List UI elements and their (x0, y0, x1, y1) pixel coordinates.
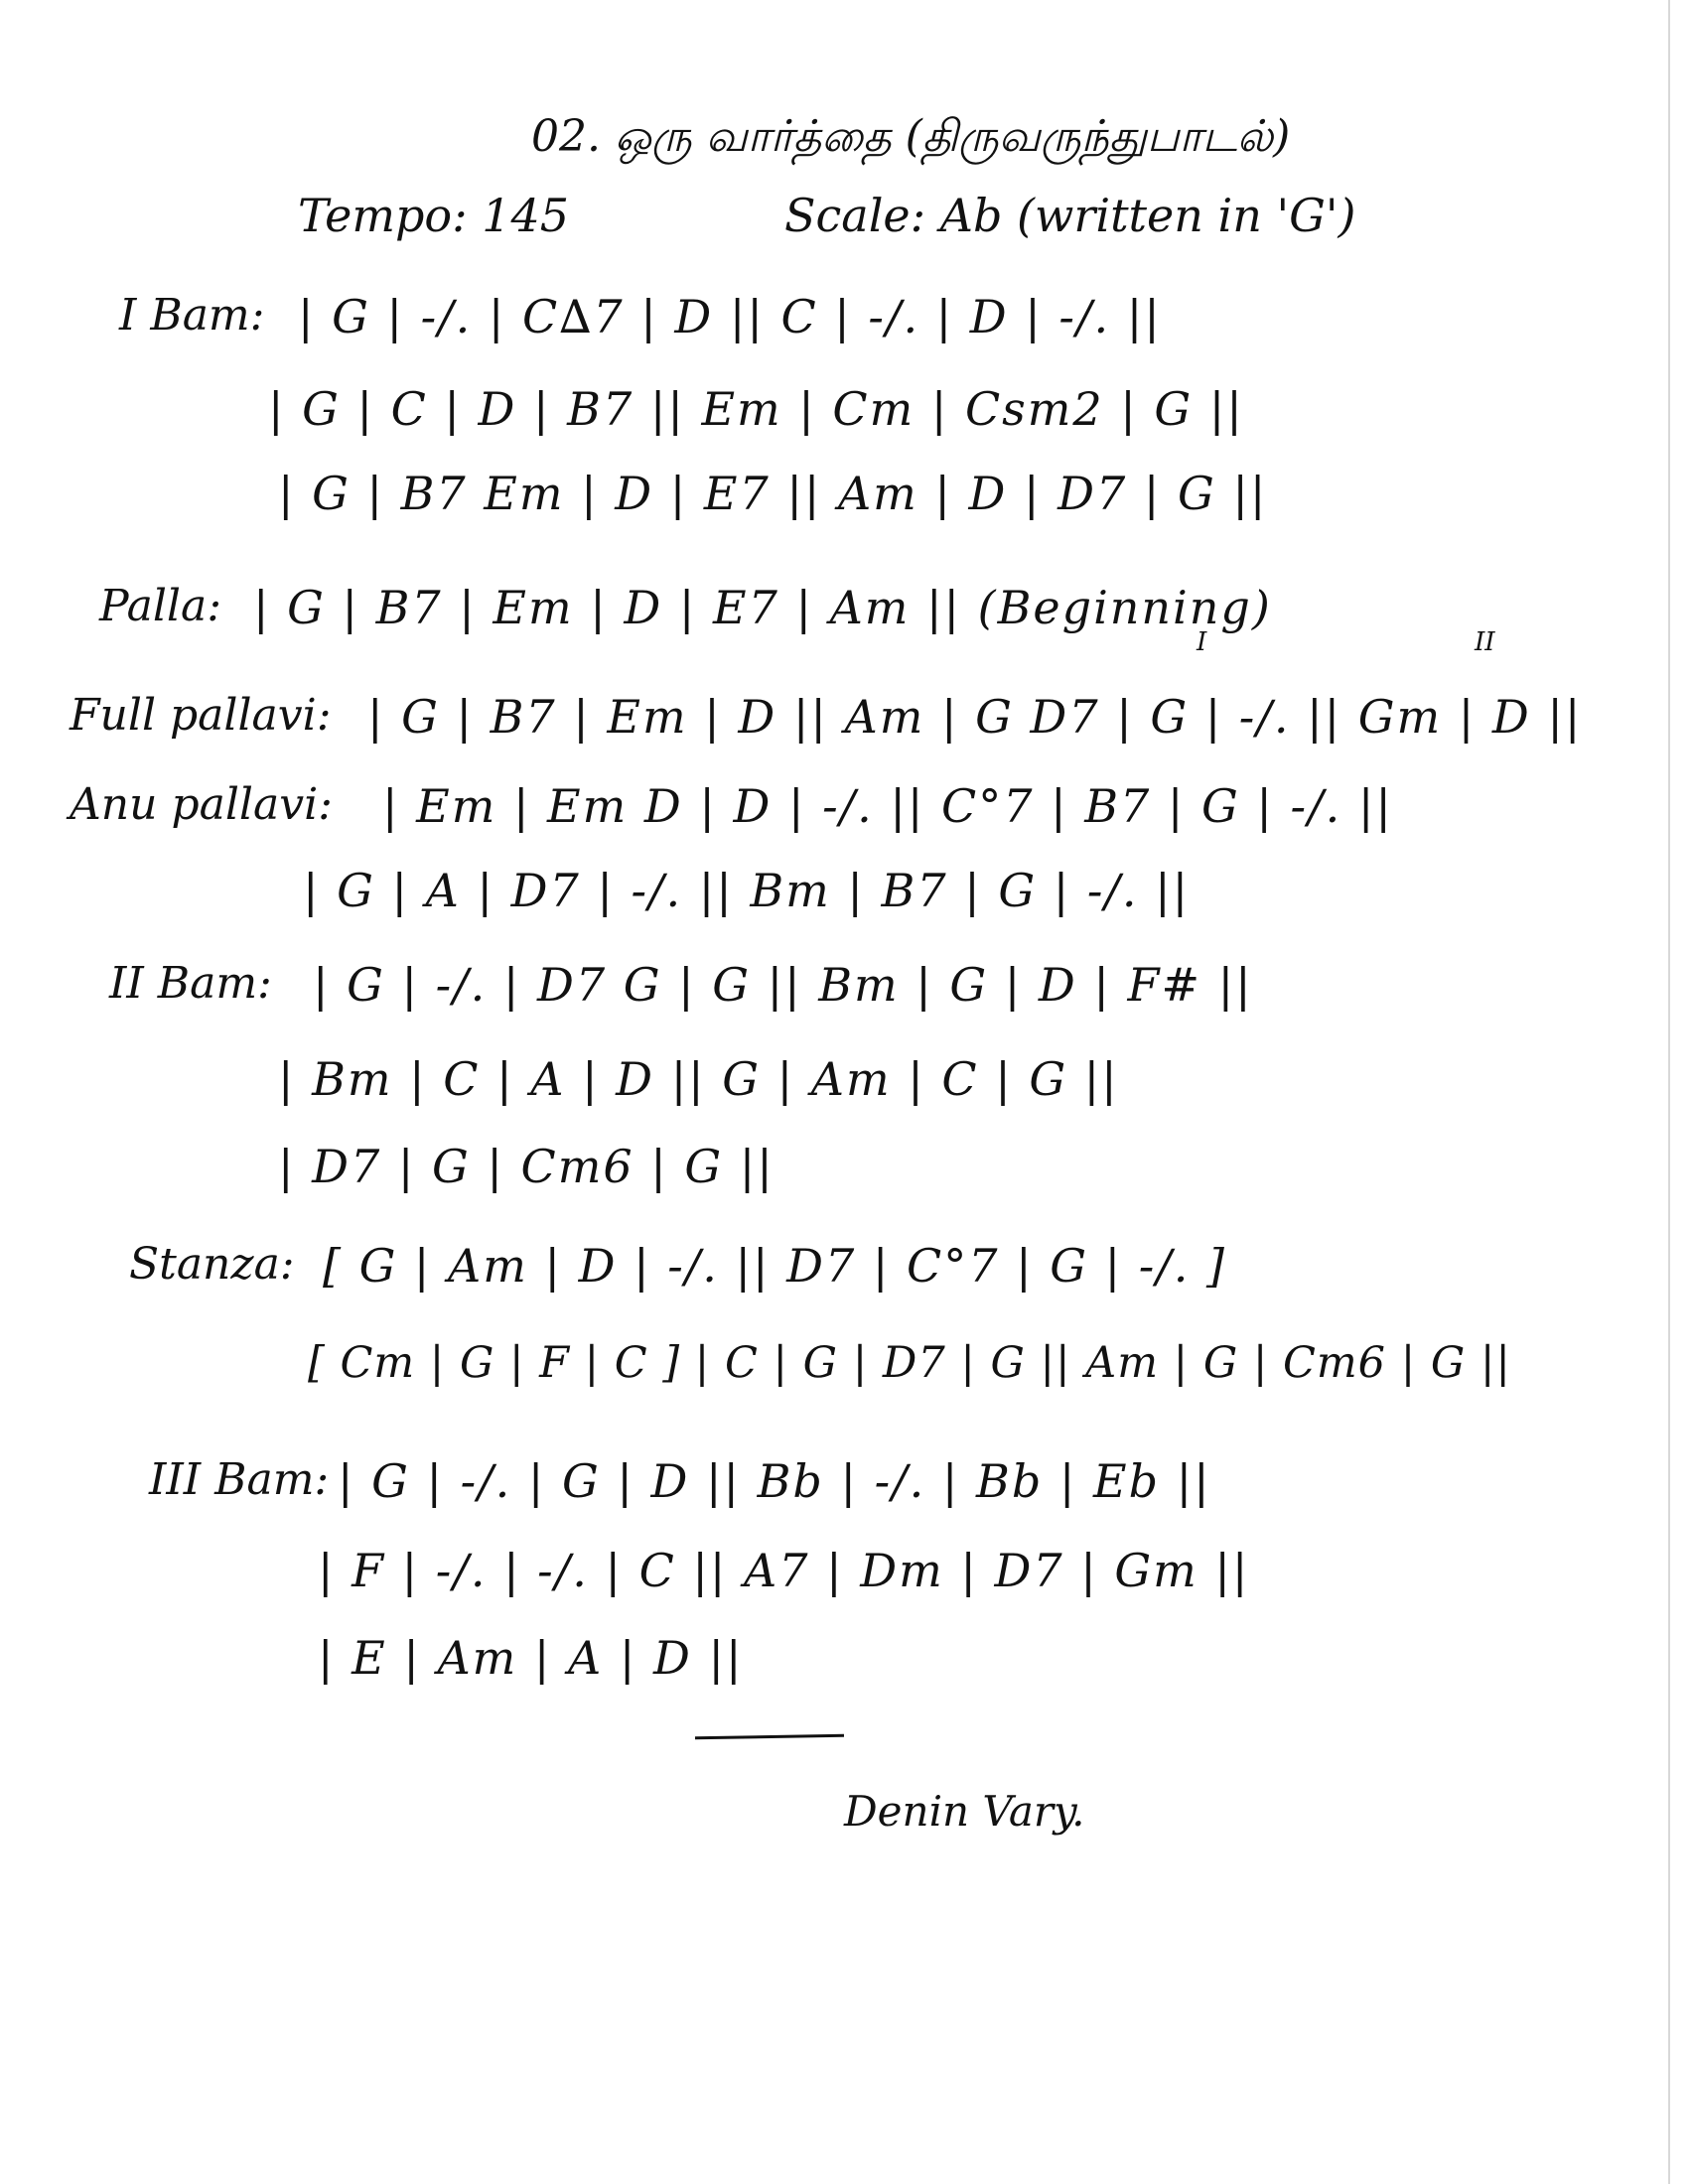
tempo-label: Tempo: 145 (298, 189, 570, 242)
scale-label: Scale: Ab (written in 'G') (784, 189, 1356, 242)
section-label-anu-pallavi: Anu pallavi: (70, 779, 333, 830)
section-label-bam-3: III Bam: (149, 1454, 330, 1505)
chord-line: | G | -/. | G | D || Bb | -/. | Bb | Eb || (338, 1454, 1211, 1508)
section-label-stanza: Stanza: (129, 1239, 295, 1290)
signature: Denin Vary. (844, 1787, 1085, 1836)
ending-marker-1: I (1197, 627, 1207, 657)
section-label-bam-2: II Bam: (109, 958, 272, 1009)
song-title: 02. ஒரு வார்த்தை (திருவருந்துபாடல்) (531, 111, 1291, 162)
chord-line: | D7 | G | Cm6 | G || (278, 1140, 775, 1193)
section-label-palla: Palla: (99, 581, 222, 631)
chord-line: | G | -/. | C∆7 | D || C | -/. | D | -/. || (298, 290, 1162, 343)
page-edge (1668, 0, 1670, 2184)
chord-line: | Bm | C | A | D || G | Am | C | G || (278, 1052, 1119, 1106)
chord-line: | E | Am | A | D || (318, 1631, 744, 1685)
chord-line: [ G | Am | D | -/. || D7 | C°7 | G | -/. ] (323, 1239, 1226, 1293)
chord-line: [ Cm | G | F | C ] | C | G | D7 | G || Am | G | Cm6 | G || (308, 1338, 1511, 1388)
chord-line: | G | B7 | Em | D || Am | G D7 | G | -/. || Gm | D || (367, 690, 1583, 744)
chord-line: | F | -/. | -/. | C || A7 | Dm | D7 | Gm || (318, 1544, 1250, 1597)
chord-line: | G | A | D7 | -/. || Bm | B7 | G | -/. || (303, 864, 1191, 917)
chord-line: | Em | Em D | D | -/. || C°7 | B7 | G | -/. || (382, 779, 1393, 833)
signature-rule (695, 1734, 844, 1740)
chord-line: | G | C | D | B7 || Em | Cm | Csm2 | G || (268, 382, 1244, 436)
section-label-full-pallavi: Full pallavi: (70, 690, 332, 741)
chord-line: | G | -/. | D7 G | G || Bm | G | D | F# || (313, 958, 1253, 1012)
chord-line: | G | B7 Em | D | E7 || Am | D | D7 | G || (278, 467, 1268, 520)
section-label-bam-1: I Bam: (119, 290, 265, 341)
ending-marker-2: II (1475, 627, 1495, 657)
chord-line: | G | B7 | Em | D | E7 | Am || (Beginning) (253, 581, 1272, 634)
